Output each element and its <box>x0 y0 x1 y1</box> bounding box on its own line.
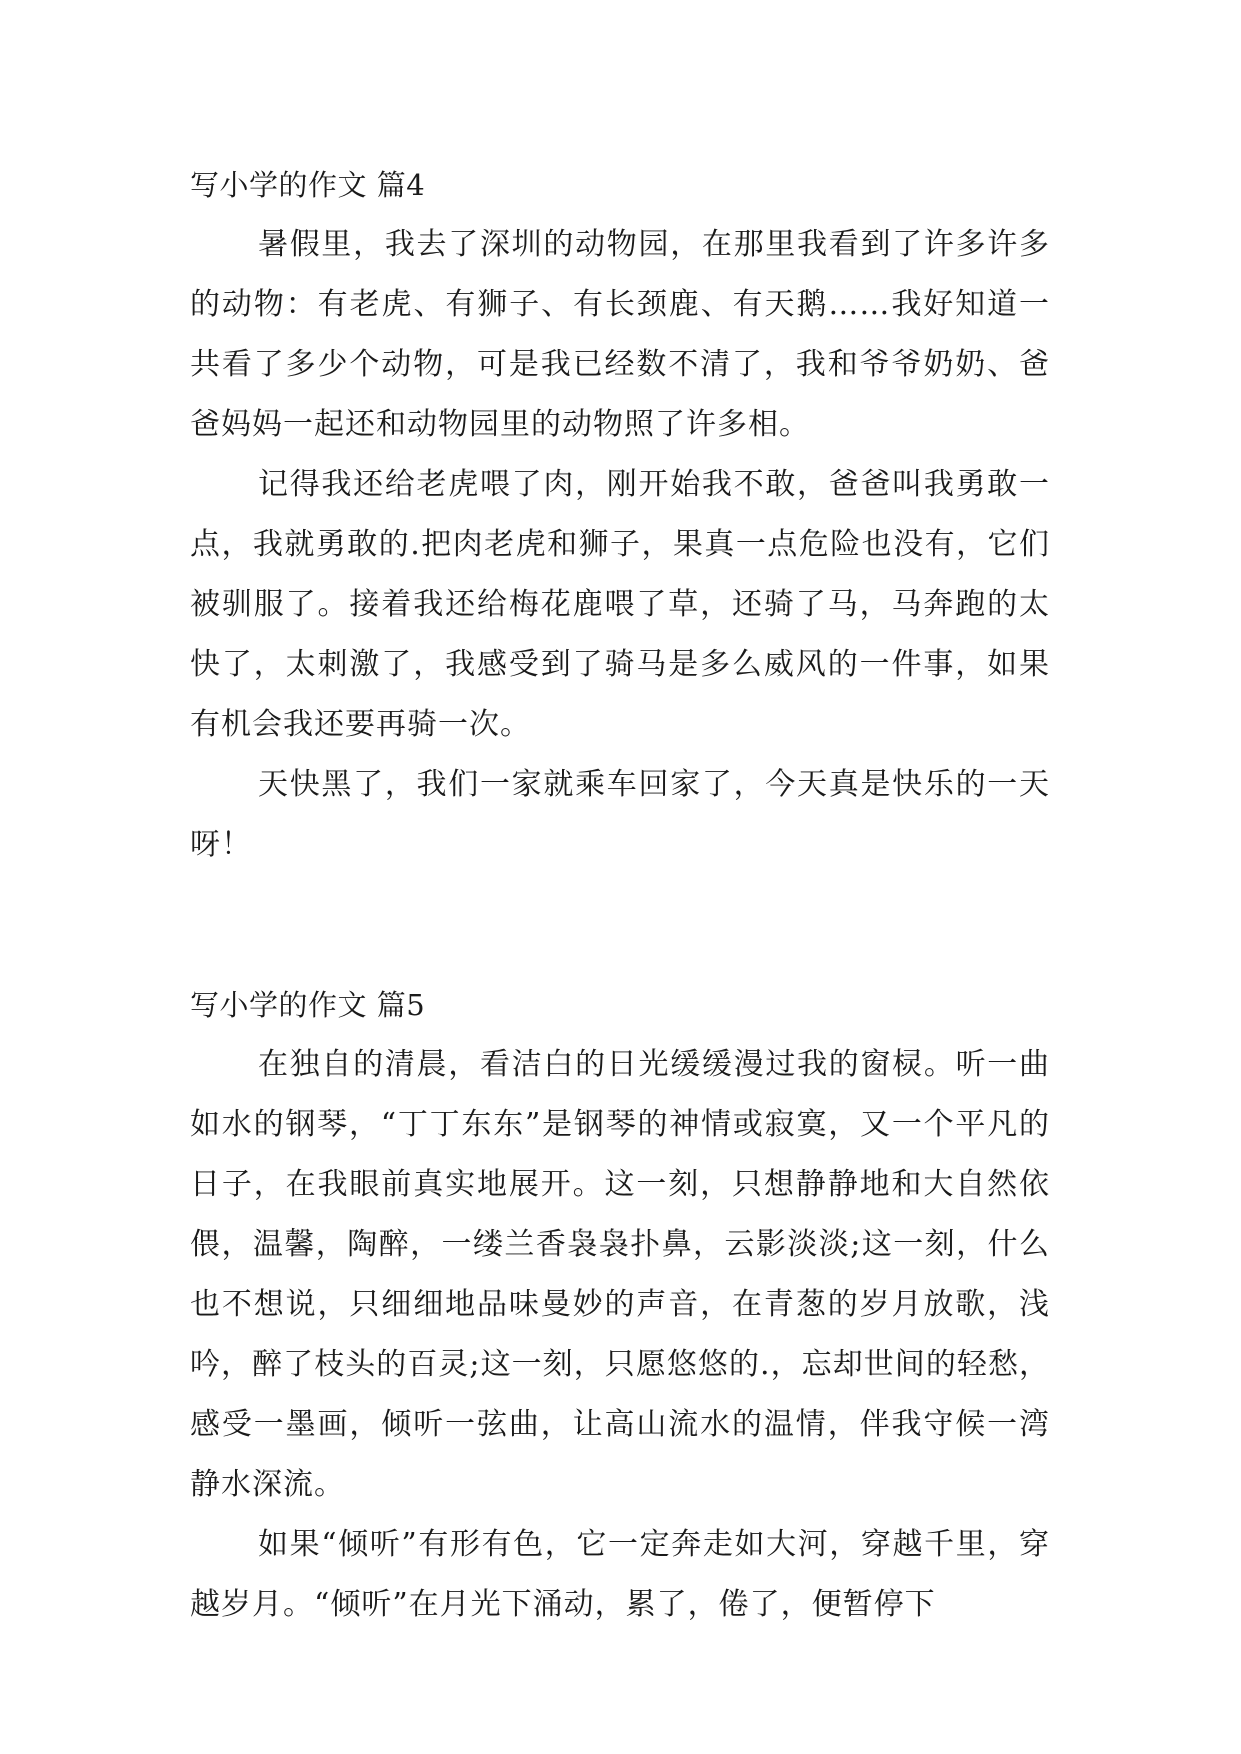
paragraph: 记得我还给老虎喂了肉，刚开始我不敢，爸爸叫我勇敢一点，我就勇敢的.把肉老虎和狮子，果真一点危险也没有，它们被驯服了。接着我还给梅花鹿喂了草，还骑了马，马奔跑的太快了，太刺激了，我感受到了骑马是多么威风的一件事，如果有机会我还要再骑一次。 <box>190 467 1050 742</box>
section-heading: 写小学的作文 篇4 <box>190 168 426 202</box>
paragraph: 如果“倾听”有形有色，它一定奔走如大河，穿越千里，穿越岁月。“倾听”在月光下涌动，累了，倦了，便暂停下 <box>190 1527 1050 1622</box>
paragraph: 在独自的清晨，看洁白的日光缓缓漫过我的窗棂。听一曲如水的钢琴，“丁丁东东”是钢琴的神情或寂寞，又一个平凡的日子，在我眼前真实地展开。这一刻，只想静静地和大自然依偎，温馨，陶醉，一缕兰香袅袅扑鼻，云影淡淡;这一刻，什么也不想说，只细细地品味曼妙的声音，在青葱的岁月放歌，浅吟，醉了枝头的百灵;这一刻，只愿悠悠的.，忘却世间的轻愁，感受一墨画，倾听一弦曲，让高山流水的温情，伴我守候一湾静水深流。 <box>190 1047 1050 1502</box>
paragraph: 暑假里，我去了深圳的动物园，在那里我看到了许多许多的动物：有老虎、有狮子、有长颈鹿、有天鹅……我好知道一共看了多少个动物，可是我已经数不清了，我和爷爷奶奶、爸爸妈妈一起还和动物园里的动物照了许多相。 <box>190 227 1050 442</box>
document-body <box>190 155 1050 1635</box>
essay-section-4 <box>190 155 1050 875</box>
essay-section-5 <box>190 975 1050 1635</box>
paragraph: 天快黑了，我们一家就乘车回家了，今天真是快乐的一天呀！ <box>190 767 1050 862</box>
section-spacer <box>190 875 1050 975</box>
section-heading: 写小学的作文 篇5 <box>190 988 426 1022</box>
